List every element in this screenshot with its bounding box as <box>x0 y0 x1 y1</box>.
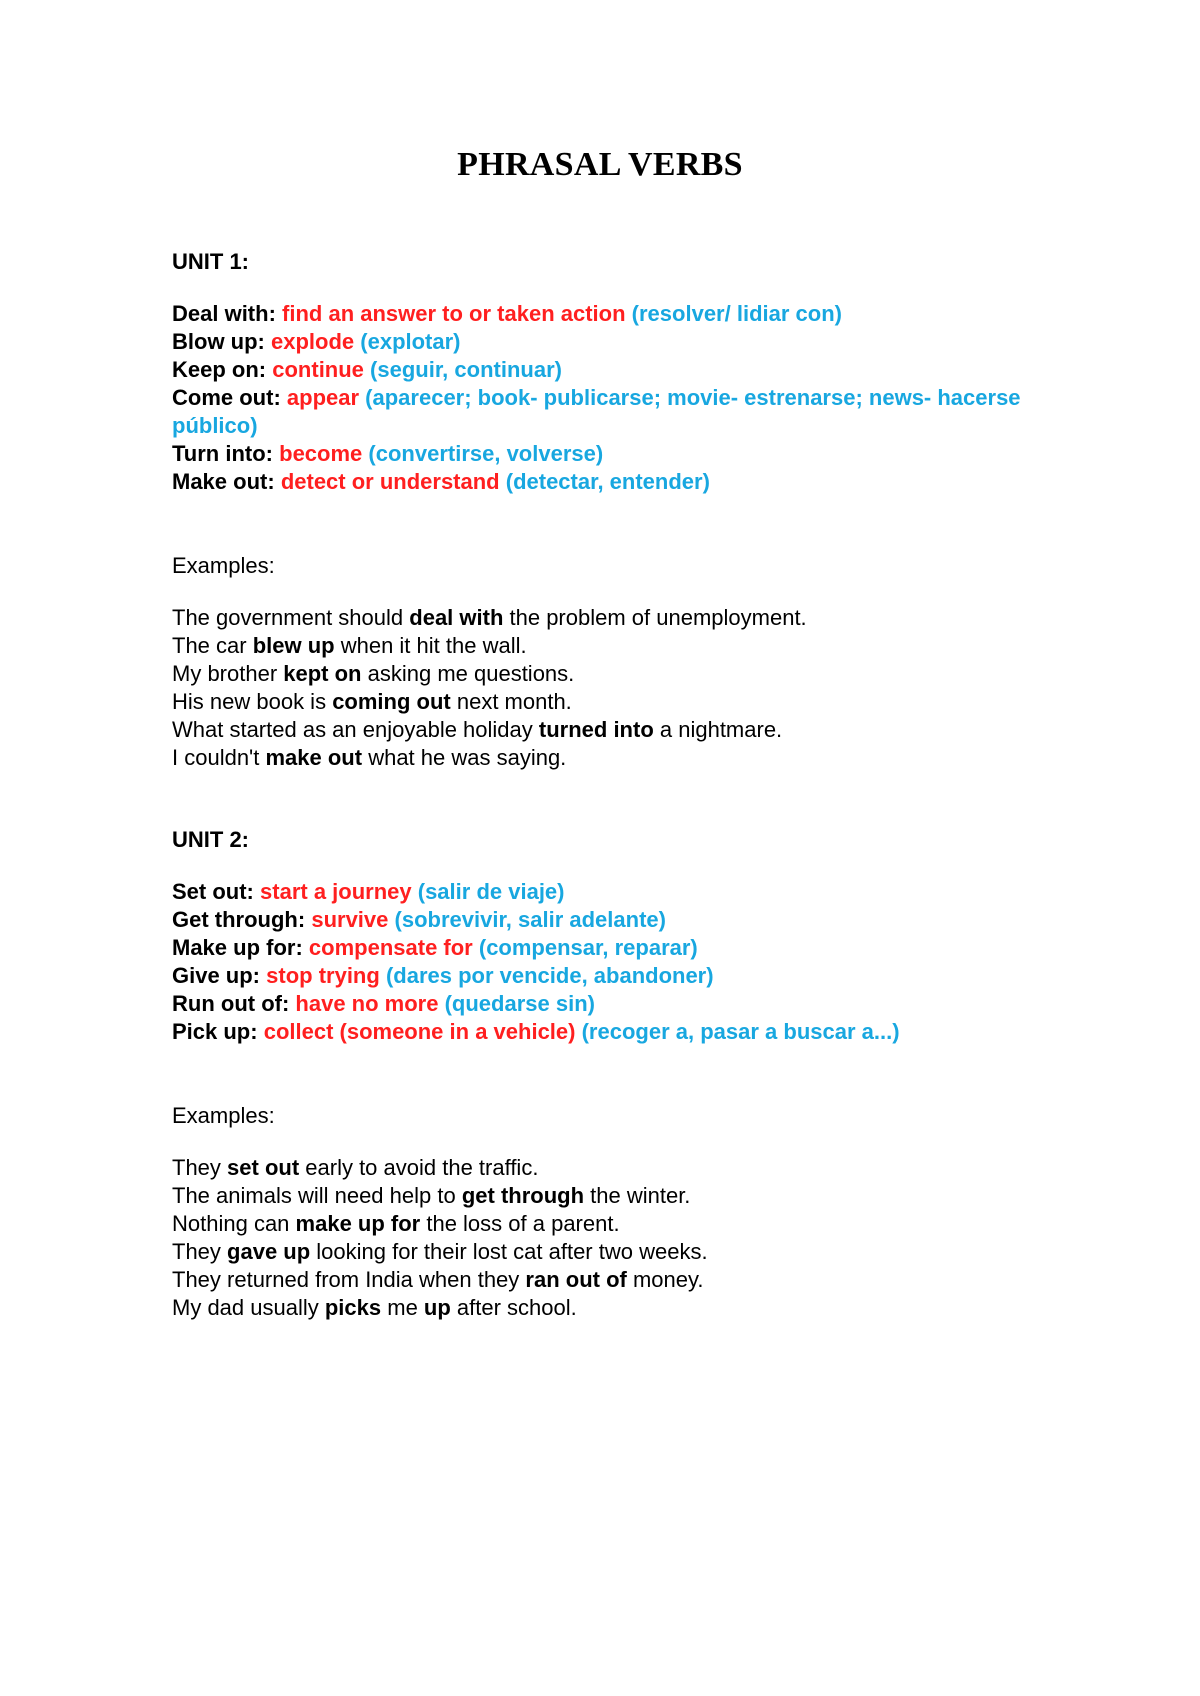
definition-term: Pick up: <box>172 1019 258 1044</box>
definition-meaning: appear <box>286 385 360 410</box>
example-text: My dad usually <box>172 1295 325 1320</box>
example-text: They <box>172 1239 228 1264</box>
definition-meaning: collect (someone in a vehicle) <box>263 1019 576 1044</box>
definition-term: Make out: <box>172 469 275 494</box>
example-sentence <box>172 716 1072 744</box>
definition-meaning: continue <box>272 357 364 382</box>
definition-list <box>172 300 1072 496</box>
example-phrasal-verb: blew up <box>252 633 335 658</box>
example-sentence <box>172 604 1072 632</box>
definition-item <box>172 300 1072 328</box>
example-text: The government should <box>172 605 410 630</box>
definition-term: Make up for: <box>172 935 303 960</box>
example-phrasal-verb: picks <box>324 1295 382 1320</box>
definition-item <box>172 468 1072 496</box>
definition-term: Blow up: <box>172 329 265 354</box>
example-sentence <box>172 744 1072 772</box>
example-sentence <box>172 1238 1072 1266</box>
example-phrasal-verb: coming out <box>332 689 451 714</box>
definition-translation: (seguir, continuar) <box>370 357 562 382</box>
example-text: The car <box>172 633 253 658</box>
definition-item <box>172 906 1072 934</box>
document-body <box>172 248 1072 1322</box>
example-sentence <box>172 1154 1072 1182</box>
definition-term: Run out of: <box>172 991 290 1016</box>
example-text: me <box>381 1295 424 1320</box>
definition-translation: (convertirse, volverse) <box>368 441 604 466</box>
definition-item <box>172 328 1072 356</box>
example-phrasal-verb: deal with <box>409 605 504 630</box>
examples-label: Examples: <box>172 553 275 578</box>
definition-meaning: compensate for <box>308 935 473 960</box>
definition-item <box>172 878 1072 906</box>
example-sentence <box>172 1210 1072 1238</box>
example-text: The animals will need help to <box>172 1183 462 1208</box>
example-text: They <box>172 1155 228 1180</box>
example-phrasal-verb: make out <box>265 745 363 770</box>
definition-meaning: start a journey <box>260 879 412 904</box>
unit-2-section <box>172 826 1072 1322</box>
example-sentence <box>172 1182 1072 1210</box>
definition-translation: (explotar) <box>360 329 461 354</box>
example-phrasal-verb: kept on <box>283 661 362 686</box>
example-text: money. <box>626 1267 704 1292</box>
definition-term: Keep on: <box>172 357 267 382</box>
definition-translation: (dares por vencide, abandoner) <box>385 963 714 988</box>
example-phrasal-verb: get through <box>461 1183 585 1208</box>
example-phrasal-verb: gave up <box>227 1239 311 1264</box>
example-text: Nothing can <box>172 1211 296 1236</box>
definition-item <box>172 440 1072 468</box>
definition-translation: (sobrevivir, salir adelante) <box>394 907 666 932</box>
example-text: looking for their lost cat after two weeks. <box>310 1239 708 1264</box>
example-sentence <box>172 632 1072 660</box>
definition-translation: (quedarse sin) <box>444 991 595 1016</box>
example-text: My brother <box>172 661 284 686</box>
page-title: PHRASAL VERBS <box>457 146 743 183</box>
definition-item <box>172 990 1072 1018</box>
unit-heading: UNIT 1: <box>172 249 249 274</box>
examples-label: Examples: <box>172 1103 275 1128</box>
definition-meaning: survive <box>311 907 389 932</box>
example-text: asking me questions. <box>361 661 575 686</box>
example-text: next month. <box>450 689 572 714</box>
example-sentence <box>172 1266 1072 1294</box>
definition-translation: (salir de viaje) <box>417 879 565 904</box>
definition-item <box>172 384 1072 440</box>
example-text: the loss of a parent. <box>420 1211 620 1236</box>
definition-meaning: find an answer to or taken action <box>282 301 626 326</box>
example-phrasal-verb: make up for <box>295 1211 421 1236</box>
definition-term: Give up: <box>172 963 261 988</box>
example-text: I couldn't <box>172 745 266 770</box>
example-text: early to avoid the traffic. <box>299 1155 539 1180</box>
example-text: what he was saying. <box>362 745 567 770</box>
example-sentence <box>172 1294 1072 1322</box>
definition-meaning: stop trying <box>266 963 380 988</box>
definition-term: Turn into: <box>172 441 273 466</box>
unit-1-section <box>172 248 1072 772</box>
definition-term: Come out: <box>172 385 281 410</box>
definition-item <box>172 356 1072 384</box>
example-text: They returned from India when they <box>172 1267 526 1292</box>
example-text: What started as an enjoyable holiday <box>172 717 539 742</box>
definition-term: Deal with: <box>172 301 276 326</box>
definition-translation: (compensar, reparar) <box>478 935 698 960</box>
example-text: when it hit the wall. <box>334 633 527 658</box>
definition-translation: (resolver/ lidiar con) <box>631 301 842 326</box>
example-phrasal-verb: set out <box>227 1155 300 1180</box>
definition-meaning: have no more <box>295 991 439 1016</box>
unit-heading: UNIT 2: <box>172 827 249 852</box>
example-text: His new book is <box>172 689 333 714</box>
definition-item <box>172 934 1072 962</box>
definition-meaning: become <box>279 441 363 466</box>
example-sentence <box>172 660 1072 688</box>
example-text: after school. <box>450 1295 577 1320</box>
definition-term: Get through: <box>172 907 306 932</box>
definition-term: Set out: <box>172 879 254 904</box>
definition-translation: (detectar, entender) <box>505 469 710 494</box>
example-phrasal-verb: turned into <box>538 717 654 742</box>
definition-meaning: detect or understand <box>280 469 500 494</box>
example-phrasal-verb: ran out of <box>525 1267 627 1292</box>
example-text: the winter. <box>584 1183 691 1208</box>
example-list <box>172 604 1072 772</box>
example-phrasal-verb: up <box>423 1295 451 1320</box>
definition-translation: (recoger a, pasar a buscar a...) <box>581 1019 900 1044</box>
definition-item <box>172 962 1072 990</box>
definition-meaning: explode <box>271 329 355 354</box>
example-text: the problem of unemployment. <box>503 605 807 630</box>
definition-translation: (aparecer; book- publicarse; movie- estrenarse; news- hacerse público) <box>172 385 1021 438</box>
example-text: a nightmare. <box>653 717 783 742</box>
definition-item <box>172 1018 1072 1046</box>
definition-list <box>172 878 1072 1046</box>
example-list <box>172 1154 1072 1322</box>
example-sentence <box>172 688 1072 716</box>
